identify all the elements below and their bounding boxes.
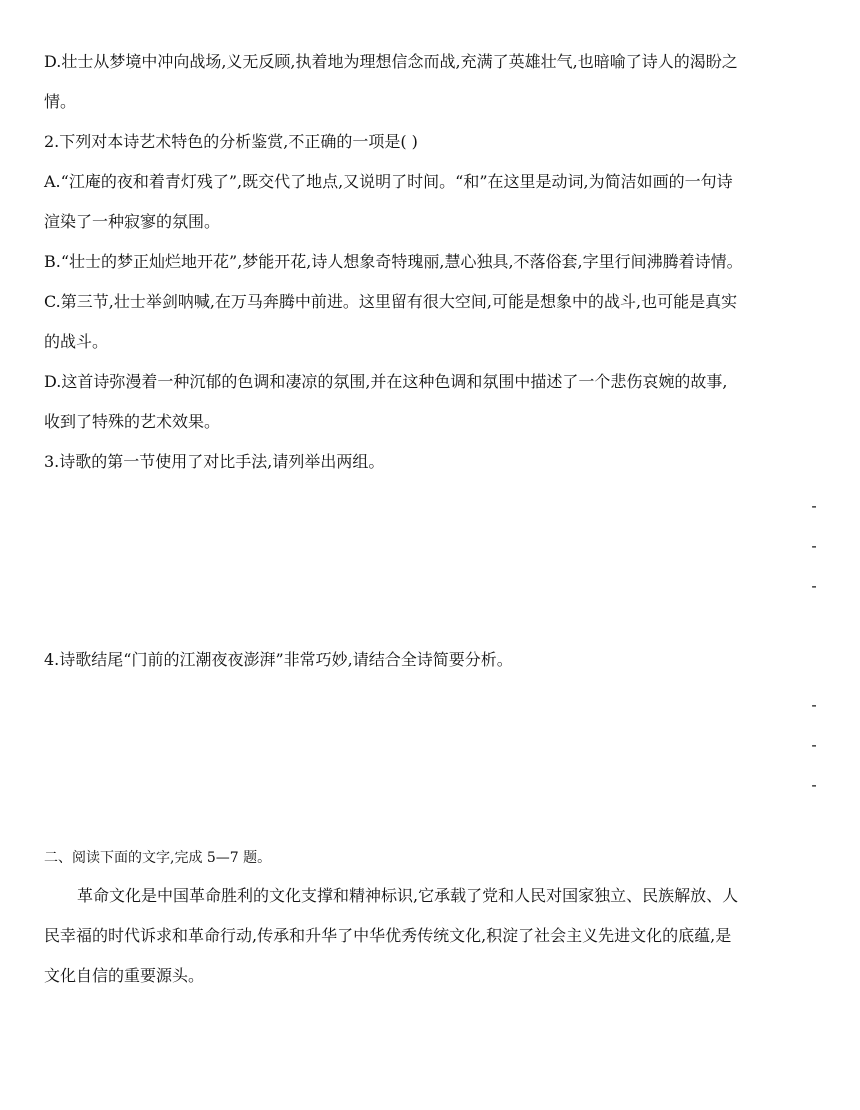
answer-line-mark[interactable]: -: [811, 697, 817, 714]
option-d-line-1: D.壮士从梦境中冲向战场,义无反顾,执着地为理想信念而战,充满了英雄壮气,也暗喻了诗人的渴盼之: [44, 52, 738, 71]
passage-line-3: 文化自信的重要源头。: [44, 966, 205, 985]
answer-line-mark[interactable]: -: [811, 578, 817, 595]
question-4: 4.诗歌结尾“门前的江潮夜夜澎湃”非常巧妙,请结合全诗简要分析。: [44, 650, 513, 669]
answer-line-mark[interactable]: -: [811, 538, 817, 555]
answer-line-mark[interactable]: -: [811, 498, 817, 515]
question-3: 3.诗歌的第一节使用了对比手法,请列举出两组。: [44, 452, 385, 471]
option-c-line-1: C.第三节,壮士举剑呐喊,在万马奔腾中前进。这里留有很大空间,可能是想象中的战斗,也可能是真实: [44, 292, 738, 311]
option-d2-line-1: D.这首诗弥漫着一种沉郁的色调和凄凉的氛围,并在这种色调和氛围中描述了一个悲伤哀婉的故事,: [44, 372, 728, 391]
answer-line-mark[interactable]: -: [811, 777, 817, 794]
section-2-heading: 二、阅读下面的文字,完成 5—7 题。: [44, 850, 272, 866]
passage-line-2: 民幸福的时代诉求和革命行动,传承和升华了中华优秀传统文化,积淀了社会主义先进文化的底蕴,是: [44, 926, 732, 945]
option-d2-line-2: 收到了特殊的艺术效果。: [44, 412, 221, 431]
option-d-line-2: 情。: [44, 92, 77, 111]
passage-line-1: 革命文化是中国革命胜利的文化支撑和精神标识,它承载了党和人民对国家独立、民族解放、人: [77, 886, 739, 905]
option-b-line-1: B.“壮士的梦正灿烂地开花”,梦能开花,诗人想象奇特瑰丽,慧心独具,不落俗套,字里行间沸腾着诗情。: [44, 252, 743, 271]
option-a-line-1: A.“江庵的夜和着青灯残了”,既交代了地点,又说明了时间。“和”在这里是动词,为简洁如画的一句诗: [44, 172, 733, 191]
question-2: 2.下列对本诗艺术特色的分析鉴赏,不正确的一项是( ): [44, 132, 418, 151]
option-c-line-2: 的战斗。: [44, 332, 109, 351]
answer-line-mark[interactable]: -: [811, 737, 817, 754]
option-a-line-2: 渲染了一种寂寥的氛围。: [44, 212, 221, 231]
